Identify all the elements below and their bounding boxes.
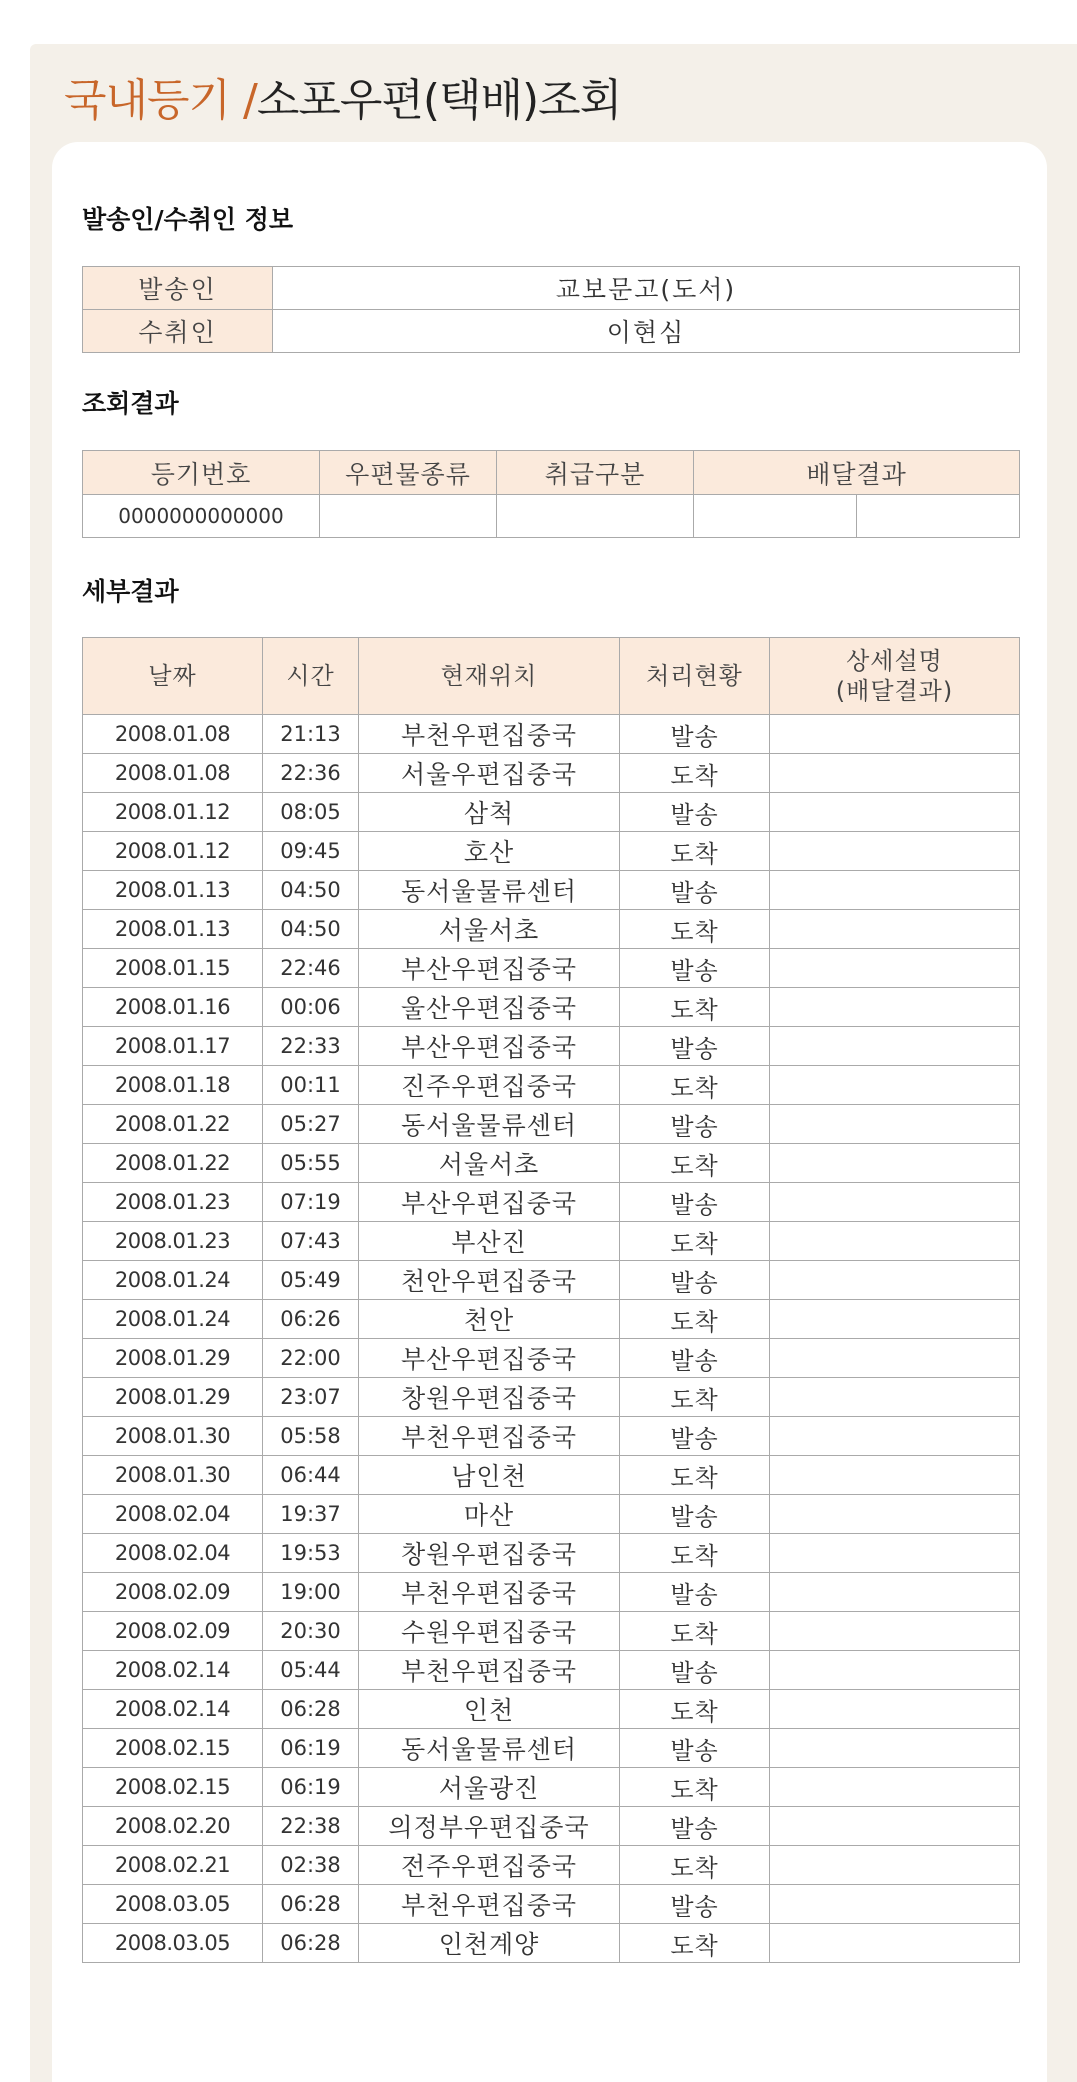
- row-date: 2008.01.13: [83, 910, 263, 949]
- row-location: 남인천: [359, 1456, 620, 1495]
- row-description: [770, 1651, 1020, 1690]
- row-location: 부천우편집중국: [359, 1417, 620, 1456]
- sender-row: [83, 267, 1020, 310]
- row-status: 도착: [620, 832, 770, 871]
- row-location: 인천계양: [359, 1924, 620, 1963]
- row-location: 부천우편집중국: [359, 1573, 620, 1612]
- row-date: 2008.02.15: [83, 1729, 263, 1768]
- row-description: [770, 754, 1020, 793]
- row-description: [770, 1456, 1020, 1495]
- row-time: 09:45: [263, 832, 359, 871]
- row-location: 동서울물류센터: [359, 1105, 620, 1144]
- row-description: [770, 1846, 1020, 1885]
- row-time: 02:38: [263, 1846, 359, 1885]
- row-time: 05:49: [263, 1261, 359, 1300]
- row-date: 2008.01.12: [83, 793, 263, 832]
- header-location: 현재위치: [359, 638, 620, 715]
- row-status: 발송: [620, 1651, 770, 1690]
- row-status: 도착: [620, 1066, 770, 1105]
- row-time: 05:58: [263, 1417, 359, 1456]
- row-time: 19:53: [263, 1534, 359, 1573]
- row-description: [770, 1261, 1020, 1300]
- row-date: 2008.02.04: [83, 1534, 263, 1573]
- receiver-value: 이현심: [273, 310, 1020, 353]
- table-row: [83, 1027, 1020, 1066]
- row-time: 22:00: [263, 1339, 359, 1378]
- row-location: 부산우편집중국: [359, 949, 620, 988]
- row-status: 도착: [620, 910, 770, 949]
- row-status: 발송: [620, 1885, 770, 1924]
- row-description: [770, 871, 1020, 910]
- row-time: 19:37: [263, 1495, 359, 1534]
- row-location: 수원우편집중국: [359, 1612, 620, 1651]
- row-description: [770, 1027, 1020, 1066]
- table-row: [83, 1651, 1020, 1690]
- row-date: 2008.02.20: [83, 1807, 263, 1846]
- row-date: 2008.03.05: [83, 1924, 263, 1963]
- row-time: 00:06: [263, 988, 359, 1027]
- table-row: [83, 1183, 1020, 1222]
- row-date: 2008.01.24: [83, 1261, 263, 1300]
- header-time: 시간: [263, 638, 359, 715]
- row-location: 전주우편집중국: [359, 1846, 620, 1885]
- row-time: 05:55: [263, 1144, 359, 1183]
- table-row: [83, 1300, 1020, 1339]
- row-location: 부산우편집중국: [359, 1027, 620, 1066]
- row-status: 도착: [620, 1456, 770, 1495]
- sender-label: 발송인: [83, 267, 273, 310]
- row-location: 호산: [359, 832, 620, 871]
- row-description: [770, 715, 1020, 754]
- row-date: 2008.01.22: [83, 1105, 263, 1144]
- result-header-row: [83, 451, 1020, 495]
- table-row: [83, 1729, 1020, 1768]
- row-date: 2008.02.09: [83, 1573, 263, 1612]
- page-title: [64, 64, 621, 128]
- row-description: [770, 1378, 1020, 1417]
- row-time: 06:28: [263, 1924, 359, 1963]
- row-status: 발송: [620, 1417, 770, 1456]
- table-row: [83, 1105, 1020, 1144]
- row-date: 2008.01.17: [83, 1027, 263, 1066]
- row-time: 22:38: [263, 1807, 359, 1846]
- table-row: [83, 1534, 1020, 1573]
- header-mail-type: 우편물종류: [320, 451, 497, 495]
- row-description: [770, 1066, 1020, 1105]
- row-time: 04:50: [263, 910, 359, 949]
- table-row: [83, 1690, 1020, 1729]
- row-status: 발송: [620, 793, 770, 832]
- row-location: 서울서초: [359, 910, 620, 949]
- row-date: 2008.01.23: [83, 1222, 263, 1261]
- row-status: 발송: [620, 715, 770, 754]
- row-location: 부천우편집중국: [359, 1885, 620, 1924]
- row-status: 도착: [620, 754, 770, 793]
- header-handling-type: 취급구분: [497, 451, 694, 495]
- row-date: 2008.01.30: [83, 1456, 263, 1495]
- row-description: [770, 1300, 1020, 1339]
- result-row: [83, 495, 1020, 538]
- row-location: 동서울물류센터: [359, 871, 620, 910]
- title-service: 소포우편(택배)조회: [256, 75, 622, 126]
- row-date: 2008.01.15: [83, 949, 263, 988]
- row-description: [770, 1339, 1020, 1378]
- delivery-result-cell: [694, 495, 857, 538]
- row-status: 발송: [620, 1261, 770, 1300]
- tracking-number: 0000000000000: [83, 495, 320, 538]
- header-delivery-result: 배달결과: [694, 451, 1020, 495]
- row-status: 도착: [620, 1378, 770, 1417]
- row-date: 2008.03.05: [83, 1885, 263, 1924]
- row-time: 07:43: [263, 1222, 359, 1261]
- mail-type-cell: [320, 495, 497, 538]
- row-status: 도착: [620, 1144, 770, 1183]
- sender-section-heading: 발송인/수취인 정보: [82, 205, 294, 234]
- row-time: 06:26: [263, 1300, 359, 1339]
- lookup-result-table: [82, 450, 1020, 538]
- row-time: 06:44: [263, 1456, 359, 1495]
- row-date: 2008.01.18: [83, 1066, 263, 1105]
- receiver-row: [83, 310, 1020, 353]
- row-date: 2008.01.08: [83, 715, 263, 754]
- row-date: 2008.01.29: [83, 1378, 263, 1417]
- table-row: [83, 1573, 1020, 1612]
- header-status: 처리현황: [620, 638, 770, 715]
- table-row: [83, 715, 1020, 754]
- row-description: [770, 1534, 1020, 1573]
- row-date: 2008.01.24: [83, 1300, 263, 1339]
- table-row: [83, 754, 1020, 793]
- row-status: 발송: [620, 1573, 770, 1612]
- row-time: 20:30: [263, 1612, 359, 1651]
- row-location: 진주우편집중국: [359, 1066, 620, 1105]
- row-date: 2008.01.29: [83, 1339, 263, 1378]
- row-status: 발송: [620, 1105, 770, 1144]
- row-description: [770, 949, 1020, 988]
- table-row: [83, 1378, 1020, 1417]
- row-location: 부천우편집중국: [359, 715, 620, 754]
- receiver-label: 수취인: [83, 310, 273, 353]
- table-row: [83, 1066, 1020, 1105]
- row-time: 06:19: [263, 1768, 359, 1807]
- table-row: [83, 1261, 1020, 1300]
- row-date: 2008.02.21: [83, 1846, 263, 1885]
- row-description: [770, 1495, 1020, 1534]
- row-date: 2008.01.16: [83, 988, 263, 1027]
- table-row: [83, 1846, 1020, 1885]
- row-date: 2008.01.12: [83, 832, 263, 871]
- row-status: 발송: [620, 1807, 770, 1846]
- table-row: [83, 1807, 1020, 1846]
- row-location: 서울서초: [359, 1144, 620, 1183]
- row-time: 06:19: [263, 1729, 359, 1768]
- handling-type-cell: [497, 495, 694, 538]
- row-status: 발송: [620, 871, 770, 910]
- table-row: [83, 793, 1020, 832]
- title-category: 국내등기 /: [64, 75, 257, 126]
- row-location: 마산: [359, 1495, 620, 1534]
- header-tracking-number: 등기번호: [83, 451, 320, 495]
- row-time: 00:11: [263, 1066, 359, 1105]
- row-time: 05:27: [263, 1105, 359, 1144]
- row-time: 22:46: [263, 949, 359, 988]
- table-row: [83, 949, 1020, 988]
- row-status: 도착: [620, 988, 770, 1027]
- row-description: [770, 1222, 1020, 1261]
- row-location: 부산진: [359, 1222, 620, 1261]
- detail-section-heading: 세부결과: [82, 577, 179, 606]
- row-status: 도착: [620, 1534, 770, 1573]
- row-date: 2008.02.15: [83, 1768, 263, 1807]
- header-description: 상세설명 (배달결과): [770, 638, 1020, 715]
- row-time: 04:50: [263, 871, 359, 910]
- row-location: 삼척: [359, 793, 620, 832]
- table-row: [83, 1768, 1020, 1807]
- row-time: 19:00: [263, 1573, 359, 1612]
- row-status: 발송: [620, 1339, 770, 1378]
- header-date: 날짜: [83, 638, 263, 715]
- row-status: 도착: [620, 1612, 770, 1651]
- row-time: 06:28: [263, 1690, 359, 1729]
- row-location: 부산우편집중국: [359, 1183, 620, 1222]
- row-location: 창원우편집중국: [359, 1378, 620, 1417]
- row-description: [770, 1729, 1020, 1768]
- row-status: 도착: [620, 1768, 770, 1807]
- row-date: 2008.01.13: [83, 871, 263, 910]
- row-location: 부산우편집중국: [359, 1339, 620, 1378]
- row-description: [770, 988, 1020, 1027]
- row-location: 창원우편집중국: [359, 1534, 620, 1573]
- row-description: [770, 910, 1020, 949]
- row-location: 서울광진: [359, 1768, 620, 1807]
- table-row: [83, 1339, 1020, 1378]
- row-location: 천안: [359, 1300, 620, 1339]
- row-description: [770, 1105, 1020, 1144]
- row-description: [770, 1924, 1020, 1963]
- row-date: 2008.02.14: [83, 1651, 263, 1690]
- row-description: [770, 1612, 1020, 1651]
- table-row: [83, 1924, 1020, 1963]
- row-status: 도착: [620, 1924, 770, 1963]
- row-date: 2008.02.14: [83, 1690, 263, 1729]
- table-row: [83, 832, 1020, 871]
- row-time: 05:44: [263, 1651, 359, 1690]
- sender-receiver-table: [82, 266, 1020, 353]
- table-row: [83, 1417, 1020, 1456]
- row-status: 발송: [620, 1027, 770, 1066]
- sender-value: 교보문고(도서): [273, 267, 1020, 310]
- row-time: 23:07: [263, 1378, 359, 1417]
- row-date: 2008.01.30: [83, 1417, 263, 1456]
- row-status: 도착: [620, 1690, 770, 1729]
- table-row: [83, 988, 1020, 1027]
- row-description: [770, 1573, 1020, 1612]
- row-location: 의정부우편집중국: [359, 1807, 620, 1846]
- table-row: [83, 1495, 1020, 1534]
- row-status: 발송: [620, 1729, 770, 1768]
- table-row: [83, 871, 1020, 910]
- table-row: [83, 910, 1020, 949]
- row-date: 2008.01.23: [83, 1183, 263, 1222]
- row-date: 2008.02.09: [83, 1612, 263, 1651]
- table-row: [83, 1612, 1020, 1651]
- row-status: 발송: [620, 1495, 770, 1534]
- row-status: 도착: [620, 1300, 770, 1339]
- row-time: 22:33: [263, 1027, 359, 1066]
- row-status: 발송: [620, 949, 770, 988]
- detail-tracking-table: [82, 637, 1020, 1963]
- row-description: [770, 1885, 1020, 1924]
- row-status: 발송: [620, 1183, 770, 1222]
- row-description: [770, 1690, 1020, 1729]
- row-status: 도착: [620, 1846, 770, 1885]
- row-time: 07:19: [263, 1183, 359, 1222]
- row-time: 06:28: [263, 1885, 359, 1924]
- row-time: 08:05: [263, 793, 359, 832]
- row-description: [770, 1144, 1020, 1183]
- row-time: 22:36: [263, 754, 359, 793]
- row-description: [770, 1183, 1020, 1222]
- delivery-result-extra-cell: [857, 495, 1020, 538]
- table-row: [83, 1222, 1020, 1261]
- row-description: [770, 1807, 1020, 1846]
- row-status: 도착: [620, 1222, 770, 1261]
- row-description: [770, 1417, 1020, 1456]
- row-description: [770, 832, 1020, 871]
- row-location: 인천: [359, 1690, 620, 1729]
- row-location: 동서울물류센터: [359, 1729, 620, 1768]
- detail-header-row: [83, 638, 1020, 715]
- table-row: [83, 1144, 1020, 1183]
- row-location: 울산우편집중국: [359, 988, 620, 1027]
- result-section-heading: 조회결과: [82, 389, 179, 418]
- table-row: [83, 1885, 1020, 1924]
- row-date: 2008.01.22: [83, 1144, 263, 1183]
- row-date: 2008.01.08: [83, 754, 263, 793]
- row-description: [770, 793, 1020, 832]
- row-location: 부천우편집중국: [359, 1651, 620, 1690]
- row-location: 서울우편집중국: [359, 754, 620, 793]
- row-date: 2008.02.04: [83, 1495, 263, 1534]
- row-location: 천안우편집중국: [359, 1261, 620, 1300]
- table-row: [83, 1456, 1020, 1495]
- row-time: 21:13: [263, 715, 359, 754]
- row-description: [770, 1768, 1020, 1807]
